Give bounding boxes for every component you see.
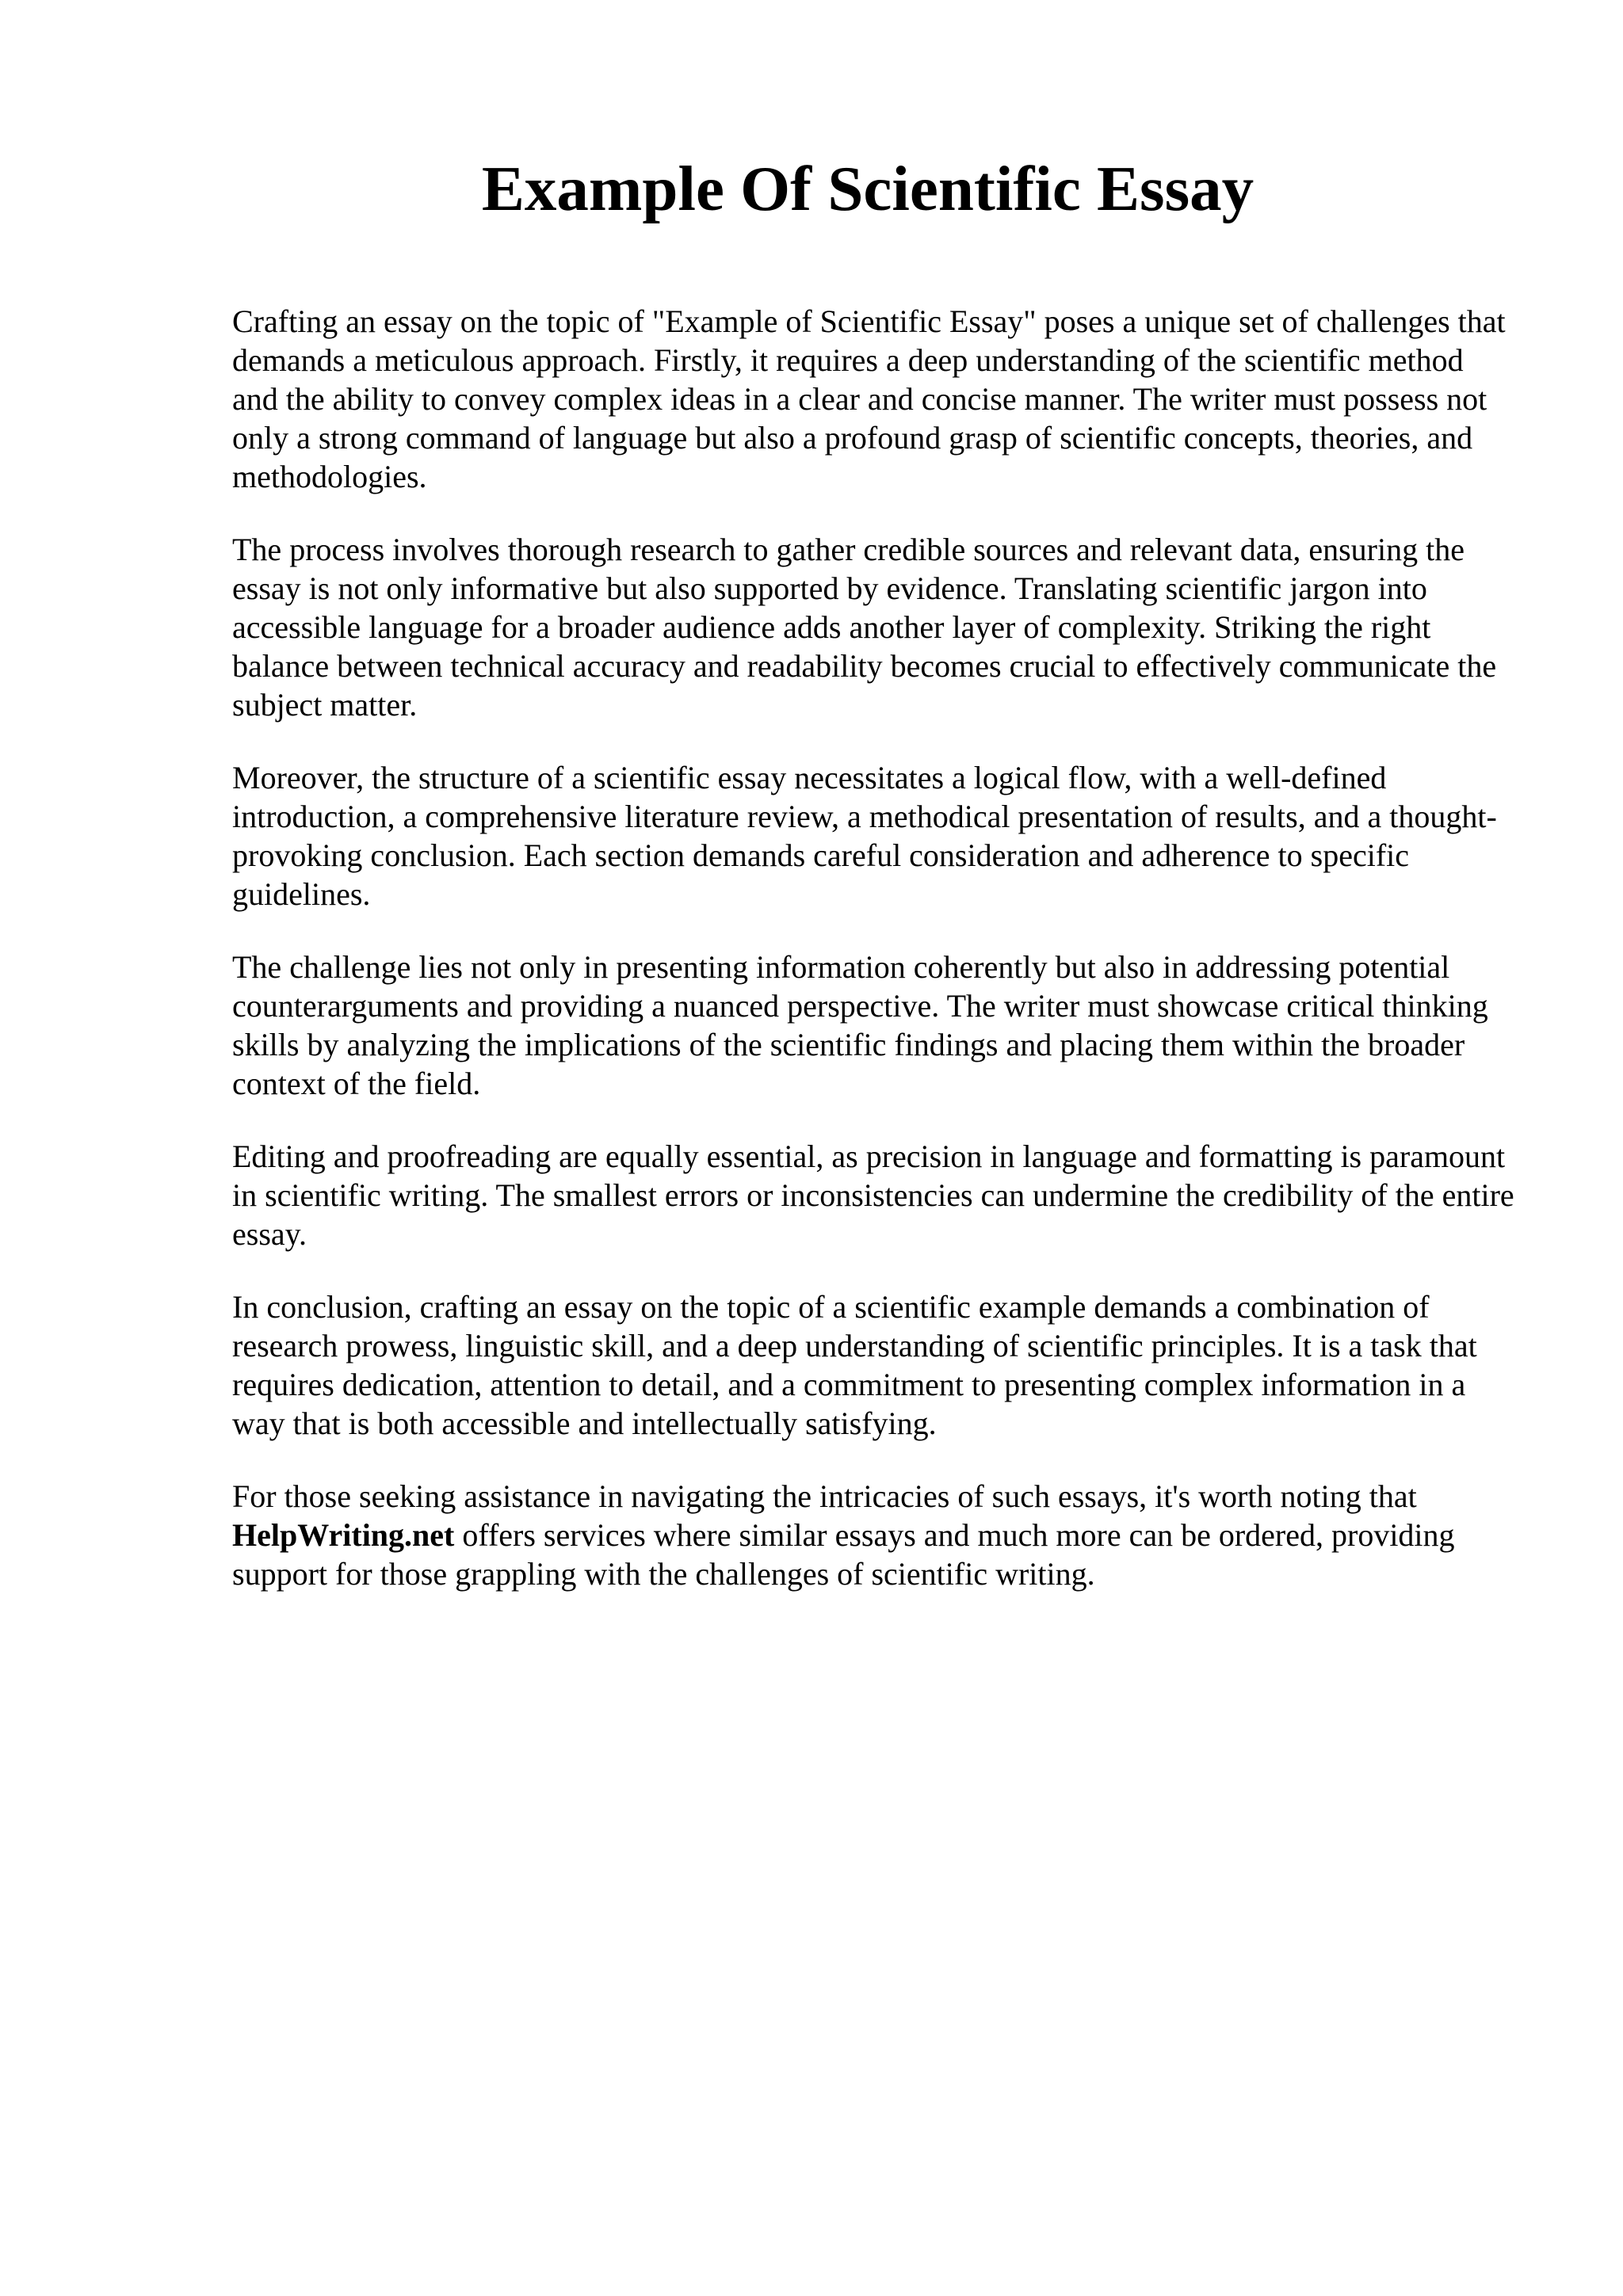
paragraph-6: In conclusion, crafting an essay on the topic of a scientific example demands a combination of research prowess, linguistic skill, and a deep understanding of scientific principles. It is a task that requires dedication, attention to detail, and a commitment to presenting complex information in a way that is both accessible and intellectually satisfying. xyxy=(232,1289,1477,1441)
essay-body xyxy=(232,302,1516,1627)
closing-outro: offers services where similar essays and much more can be ordered, providing support for those grappling with the challenges of scientific writing. xyxy=(232,1517,1455,1592)
paragraph-5: Editing and proofreading are equally essential, as precision in language and formatting is paramount in scientific writing. The smallest errors or inconsistencies can undermine the credibility of the entire essay. xyxy=(232,1138,1514,1252)
paragraph-2: The process involves thorough research to gather credible sources and relevant data, ensuring the essay is not only informative but also supported by evidence. Translating scientific jargon into accessible language for a broader audience adds another layer of complexity. Striking the right balance between technical accuracy and readability becomes crucial to effectively communicate the subject matter. xyxy=(232,532,1497,723)
document-title: Example Of Scientific Essay xyxy=(481,153,1254,224)
closing-paragraph xyxy=(232,1477,1516,1593)
paragraph-1: Crafting an essay on the topic of "Example of Scientific Essay" poses a unique set of challenges that demands a meticulous approach. Firstly, it requires a deep understanding of the scientific method and the ability to convey complex ideas in a clear and concise manner. The writer must possess not only a strong command of language but also a profound grasp of scientific concepts, theories, and methodologies. xyxy=(232,303,1506,494)
closing-intro: For those seeking assistance in navigating the intricacies of such essays, it's worth noting that xyxy=(232,1478,1417,1514)
paragraph-3: Moreover, the structure of a scientific essay necessitates a logical flow, with a well-defined introduction, a comprehensive literature review, a methodical presentation of results, and a thought-provoking conclusion. Each section demands careful consideration and adherence to specific guidelines. xyxy=(232,760,1497,912)
brand-name: HelpWriting.net xyxy=(232,1517,455,1553)
paragraph-4: The challenge lies not only in presenting information coherently but also in addressing potential counterarguments and providing a nuanced perspective. The writer must showcase critical thinking skills by analyzing the implications of the scientific findings and placing them within the broader context of the field. xyxy=(232,949,1488,1101)
